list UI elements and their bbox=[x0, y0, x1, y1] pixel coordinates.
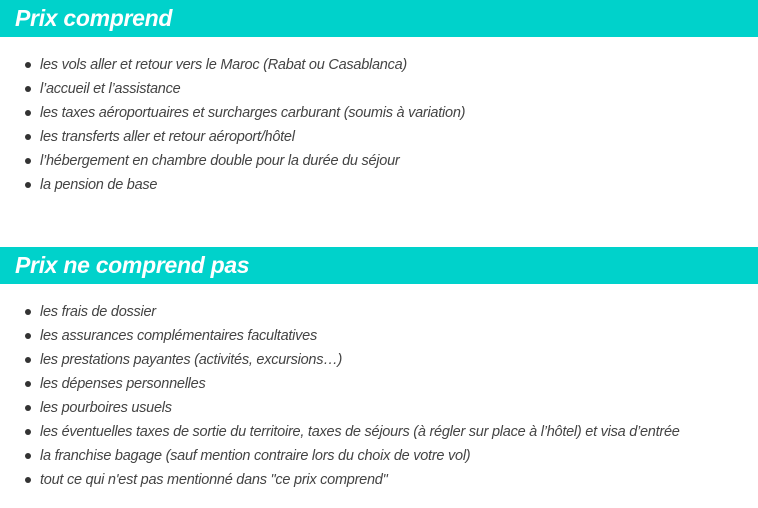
list-item-text: la franchise bagage (sauf mention contraire lors du choix de votre vol) bbox=[40, 448, 471, 464]
list-item bbox=[0, 420, 680, 444]
list-item bbox=[0, 101, 465, 125]
list-item-text: l’accueil et l’assistance bbox=[40, 81, 181, 97]
bullet-icon bbox=[25, 86, 31, 92]
list-item bbox=[0, 372, 680, 396]
list-item bbox=[0, 125, 465, 149]
list-item-text: les éventuelles taxes de sortie du territoire, taxes de séjours (à régler sur place à l’hôtel) et visa d’entrée bbox=[40, 424, 680, 440]
list-item bbox=[0, 173, 465, 197]
bullet-icon bbox=[25, 158, 31, 164]
bullet-icon bbox=[25, 333, 31, 339]
list-item-text: les pourboires usuels bbox=[40, 400, 172, 416]
bullet-icon bbox=[25, 62, 31, 68]
list-item bbox=[0, 444, 680, 468]
excluded-list bbox=[0, 300, 680, 492]
bullet-icon bbox=[25, 357, 31, 363]
section-title-included: Prix comprend bbox=[15, 5, 173, 31]
list-item bbox=[0, 300, 680, 324]
list-item-text: les dépenses personnelles bbox=[40, 376, 206, 392]
list-item bbox=[0, 77, 465, 101]
list-item bbox=[0, 324, 680, 348]
list-item-text: les frais de dossier bbox=[40, 304, 156, 320]
bullet-icon bbox=[25, 110, 31, 116]
list-item-text: les prestations payantes (activités, excursions…) bbox=[40, 352, 343, 368]
list-item bbox=[0, 468, 680, 492]
list-item-text: l’hébergement en chambre double pour la durée du séjour bbox=[40, 153, 400, 169]
bullet-icon bbox=[25, 309, 31, 315]
section-title-excluded: Prix ne comprend pas bbox=[15, 252, 250, 278]
included-list bbox=[0, 53, 465, 197]
list-item bbox=[0, 348, 680, 372]
section-header-excluded bbox=[0, 247, 758, 284]
list-item-text: les vols aller et retour vers le Maroc (Rabat ou Casablanca) bbox=[40, 57, 407, 73]
list-item-text: les transferts aller et retour aéroport/hôtel bbox=[40, 129, 295, 145]
list-item bbox=[0, 149, 465, 173]
list-item-text: les taxes aéroportuaires et surcharges carburant (soumis à variation) bbox=[40, 105, 466, 121]
bullet-icon bbox=[25, 381, 31, 387]
list-item-text: tout ce qui n'est pas mentionné dans "ce prix comprend" bbox=[40, 472, 388, 488]
list-item bbox=[0, 396, 680, 420]
bullet-icon bbox=[25, 477, 31, 483]
list-item-text: la pension de base bbox=[40, 177, 158, 193]
bullet-icon bbox=[25, 429, 31, 435]
section-header-included bbox=[0, 0, 758, 37]
bullet-icon bbox=[25, 453, 31, 459]
list-item-text: les assurances complémentaires facultatives bbox=[40, 328, 317, 344]
bullet-icon bbox=[25, 405, 31, 411]
list-item bbox=[0, 53, 465, 77]
bullet-icon bbox=[25, 134, 31, 140]
bullet-icon bbox=[25, 182, 31, 188]
